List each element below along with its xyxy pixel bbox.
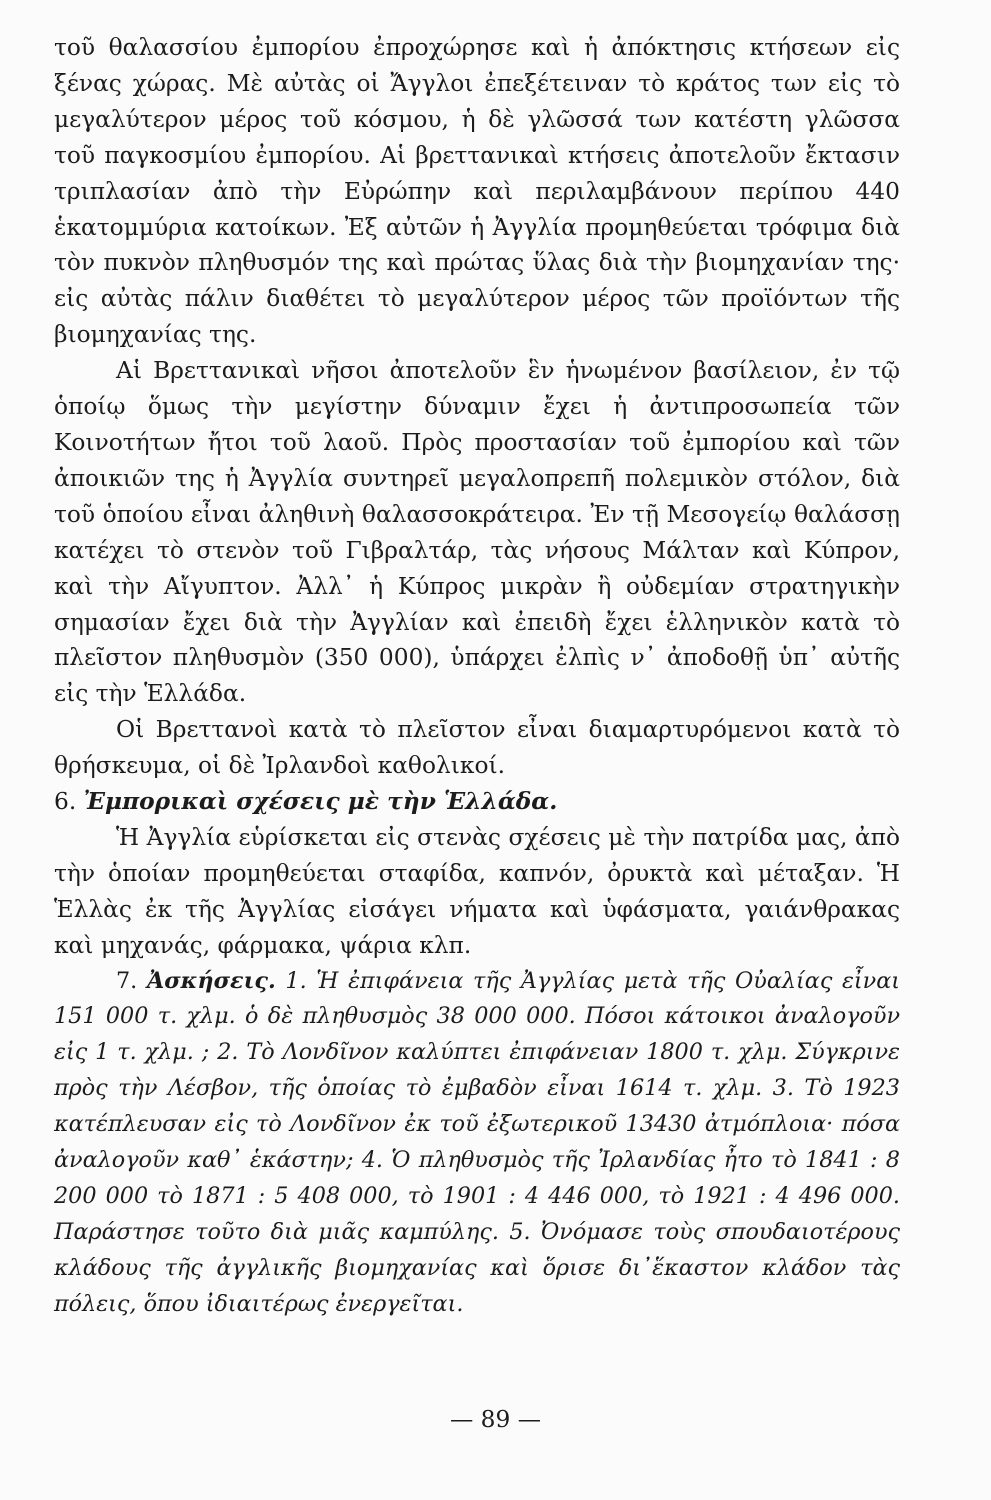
paragraph-trade-relations: Ἡ Ἀγγλία εὑρίσκεται εἰς στενὰς σχέσεις μὲ τὴν πατρίδα μας, ἀπὸ τὴν ὁποίαν προμηθεύεται σταφίδα, καπνόν, ὀρυκτὰ καὶ μέταξαν. Ἡ Ἑλλὰς ἐκ τῆς Ἀγγλίας εἰσάγει νήματα καὶ ὑφάσματα, γαιάνθρακας καὶ μηχανάς, φάρμακα, ψάρια κλπ. [54, 823, 900, 959]
section-6-title: Ἐμπορικαὶ σχέσεις μὲ τὴν Ἑλλάδα. [83, 788, 558, 816]
paragraph-religion: Οἱ Βρεττανοὶ κατὰ τὸ πλεῖστον εἶναι διαμαρτυρόμενοι κατὰ τὸ θρήσκευμα, οἱ δὲ Ἰρλανδοὶ καθολικοί. [54, 716, 900, 780]
section-7-title: Ἀσκήσεις. [146, 967, 276, 994]
section-6-heading [54, 784, 900, 820]
section-7-exercises [54, 964, 900, 1323]
section-7-body: 1. Ἡ ἐπιφάνεια τῆς Ἀγγλίας μετὰ τῆς Οὐαλίας εἶναι 151 000 τ. χλμ. ὁ δὲ πληθυσμὸς 38 000 000. Πόσοι κάτοικοι ἀναλογοῦν εἰς 1 τ. χλμ. ; 2. Τὸ Λονδῖνον καλύπτει ἐπιφάνειαν 1800 τ. χλμ. Σύγκρινε πρὸς τὴν Λέσβον, τῆς ὁποίας τὸ ἐμβαδὸν εἶναι 1614 τ. χλμ. 3. Τὸ 1923 κατέπλευσαν εἰς τὸ Λονδῖνον ἐκ τοῦ ἐξωτερικοῦ 13430 ἀτμόπλοια· πόσα ἀναλογοῦν καθ᾽ ἑκάστην; 4. Ὁ πληθυσμὸς τῆς Ἰρλανδίας ἦτο τὸ 1841 : 8 200 000 τὸ 1871 : 5 408 000, τὸ 1901 : 4 446 000, τὸ 1921 : 4 496 000. Παράστησε τοῦτο διὰ μιᾶς καμπύλης. 5. Ὀνόμασε τοὺς σπουδαιοτέρους κλάδους τῆς ἀγγλικῆς βιομηχανίας καὶ ὅρισε δι᾽ἕκαστον κλάδον τὰς πόλεις, ὅπου ἰδιαιτέρως ἐνεργεῖται. [54, 967, 901, 1317]
page-content [54, 30, 900, 1323]
section-6-number: 6. [54, 788, 77, 816]
page-number: — 89 — [449, 1406, 542, 1433]
section-7-number: 7. [116, 967, 138, 994]
paragraph-continuation: τοῦ θαλασσίου ἐμπορίου ἐπροχώρησε καὶ ἡ ἀπόκτησις κτήσεων εἰς ξένας χώρας. Μὲ αὐτὰς οἱ Ἄγγλοι ἐπεξέτειναν τὸ κράτος των εἰς τὸ μεγαλύτερον μέρος τοῦ κόσμου, ἡ δὲ γλῶσσά των κατέστη γλῶσσα τοῦ παγκοσμίου ἐμπορίου. Αἱ βρεττανικαὶ κτήσεις ἀποτελοῦν ἔκτασιν τριπλασίαν ἀπὸ τὴν Εὐρώπην καὶ περιλαμβάνουν περίπου 440 ἑκατομμύρια κατοίκων. Ἐξ αὐτῶν ἡ Ἀγγλία προμηθεύεται τρόφιμα διὰ τὸν πυκνὸν πληθυσμόν της καὶ πρώτας ὕλας διὰ τὴν βιομηχανίαν της· εἰς αὐτὰς πάλιν διαθέτει τὸ μεγαλύτερον μέρος τῶν προϊόντων τῆς βιομηχανίας της. [54, 34, 900, 349]
paragraph-british-isles: Αἱ Βρεττανικαὶ νῆσοι ἀποτελοῦν ἓν ἡνωμένον βασίλειον, ἐν τῷ ὁποίῳ ὅμως τὴν μεγίστην δύναμιν ἔχει ἡ ἀντιπροσωπεία τῶν Κοινοτήτων ἤτοι τοῦ λαοῦ. Πρὸς προστασίαν τοῦ ἐμπορίου καὶ τῶν ἀποικιῶν της ἡ Ἀγγλία συντηρεῖ μεγαλοπρεπῆ πολεμικὸν στόλον, διὰ τοῦ ὁποίου εἶναι ἀληθινὴ θαλασσοκράτειρα. Ἐν τῇ Μεσογείῳ θαλάσσῃ κατέχει τὸ στενὸν τοῦ Γιβραλτάρ, τὰς νήσους Μάλταν καὶ Κύπρον, καὶ τὴν Αἴγυπτον. Ἀλλ᾽ ἡ Κύπρος μικρὰν ἢ οὐδεμίαν στρατηγικὴν σημασίαν ἔχει διὰ τὴν Ἀγγλίαν καὶ ἐπειδὴ ἔχει ἑλληνικὸν κατὰ τὸ πλεῖστον πληθυσμὸν (350 000), ὑπάρχει ἐλπὶς ν᾽ ἀποδοθῇ ὑπ᾽ αὐτῆς εἰς τὴν Ἑλλάδα. [54, 357, 900, 708]
